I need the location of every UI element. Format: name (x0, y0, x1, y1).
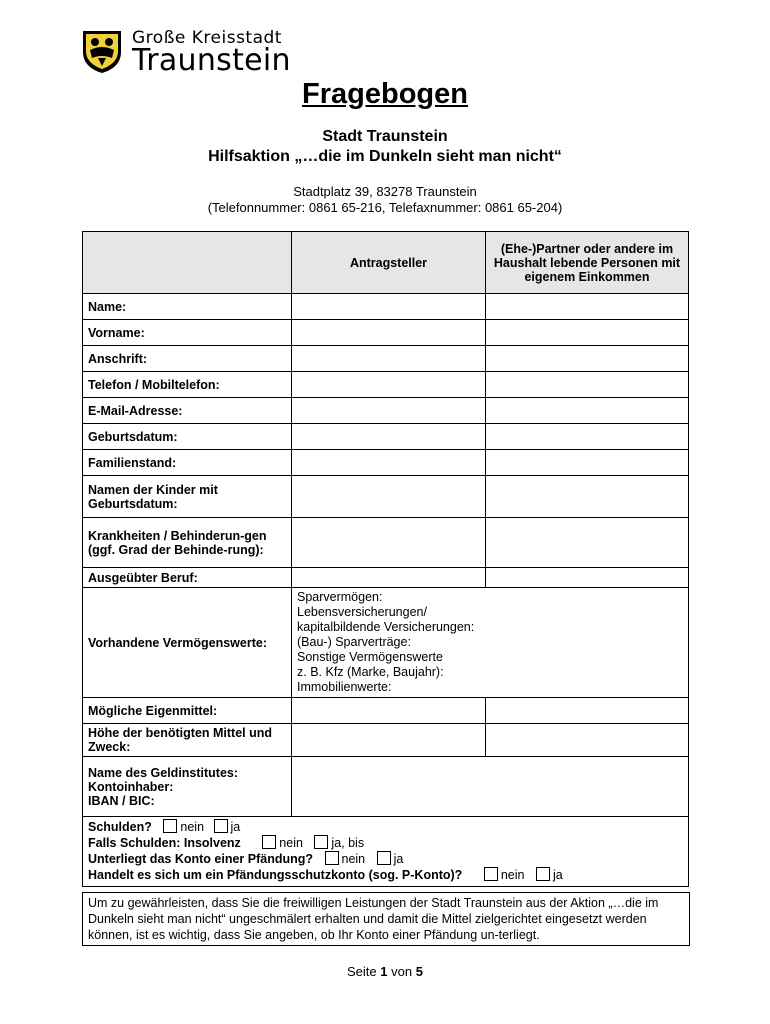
question-pkonto (88, 867, 683, 883)
question-pfaendung-label: Unterliegt das Konto einer Pfändung? (88, 852, 314, 866)
field-krankheiten-applicant[interactable] (292, 518, 486, 568)
page-total: 5 (415, 964, 423, 979)
field-kinder-partner[interactable] (486, 476, 689, 518)
page-current: 1 (380, 964, 388, 979)
checkbox-insolvenz-ja[interactable] (314, 835, 328, 849)
asset-bausparvertraege: (Bau-) Sparverträge: (297, 635, 411, 649)
logo-subtitle: Große Kreisstadt (132, 28, 282, 48)
field-eigenmittel-partner[interactable] (486, 698, 689, 724)
checkbox-pkonto-nein[interactable] (484, 867, 498, 881)
field-hoehe-partner[interactable] (486, 724, 689, 757)
asset-sonstige: Sonstige Vermögenswerte (297, 650, 443, 664)
label-anschrift: Anschrift: (83, 346, 292, 372)
checkbox-schulden-nein[interactable] (163, 819, 177, 833)
table-row (83, 757, 689, 817)
checkbox-pfaendung-nein[interactable] (325, 851, 339, 865)
field-email-applicant[interactable] (292, 398, 486, 424)
questionnaire-table (82, 231, 689, 887)
address-line: Stadtplatz 39, 83278 Traunstein (293, 184, 477, 199)
question-insolvenz-label: Falls Schulden: Insolvenz (88, 836, 241, 850)
field-name-partner[interactable] (486, 294, 689, 320)
table-row (83, 518, 689, 568)
option-nein: nein (279, 836, 303, 850)
logo-title: Traunstein (132, 43, 291, 78)
page-of: von (391, 964, 413, 979)
table-row (83, 398, 689, 424)
field-vermoegen[interactable] (292, 588, 689, 698)
table-header-row (83, 232, 689, 294)
table-row (83, 424, 689, 450)
label-kinder: Namen der Kinder mit Geburtsdatum: (83, 476, 292, 518)
option-ja: ja (393, 852, 404, 866)
city-crest-icon (80, 28, 124, 74)
question-pfaendung (88, 851, 683, 867)
contact-line: (Telefonnummer: 0861 65-216, Telefaxnummer: 0861 65-204) (207, 200, 563, 215)
option-ja: ja (552, 868, 563, 882)
checkbox-schulden-ja[interactable] (214, 819, 228, 833)
table-row (83, 294, 689, 320)
asset-kfz: z. B. Kfz (Marke, Baujahr): (297, 665, 444, 679)
field-familienstand-partner[interactable] (486, 450, 689, 476)
field-kinder-applicant[interactable] (292, 476, 486, 518)
label-email: E-Mail-Adresse: (83, 398, 292, 424)
asset-immobilien: Immobilienwerte: (297, 680, 392, 694)
notice-box: Um zu gewährleisten, dass Sie die freiwilligen Leistungen der Stadt Traunstein aus der Aktion „…die im Dunkeln sieht man nicht“ ungeschmälert erhalten und damit die Mittel zielgerichtet eingesetzt werden können, ist es wichtig, dass Sie angeben, ob Ihr Konto einer Pfändung un-terliegt. (82, 892, 690, 946)
field-hoehe-applicant[interactable] (292, 724, 486, 757)
field-email-partner[interactable] (486, 398, 689, 424)
option-nein: nein (341, 852, 366, 866)
asset-kapitalversicherungen: kapitalbildende Versicherungen: (297, 620, 475, 634)
subtitle-city: Stadt Traunstein (322, 128, 448, 145)
option-ja-bis: ja, bis (331, 836, 365, 850)
table-row (83, 698, 689, 724)
question-insolvenz (88, 835, 683, 851)
label-familienstand: Familienstand: (83, 450, 292, 476)
checkbox-pfaendung-ja[interactable] (377, 851, 391, 865)
label-beruf: Ausgeübter Beruf: (83, 568, 292, 588)
label-name: Name: (83, 294, 292, 320)
field-familienstand-applicant[interactable] (292, 450, 486, 476)
table-row (83, 724, 689, 757)
field-beruf-applicant[interactable] (292, 568, 486, 588)
option-ja: ja (230, 820, 241, 834)
field-beruf-partner[interactable] (486, 568, 689, 588)
city-logo (80, 28, 290, 76)
field-krankheiten-partner[interactable] (486, 518, 689, 568)
page-word: Seite (347, 964, 377, 979)
table-row (83, 450, 689, 476)
table-row (83, 568, 689, 588)
table-row (83, 346, 689, 372)
table-row-questions (83, 817, 689, 887)
label-hoehe: Höhe der benötigten Mittel und Zweck: (83, 724, 292, 757)
field-anschrift-applicant[interactable] (292, 346, 486, 372)
asset-lebensversicherungen: Lebensversicherungen/ (297, 605, 427, 619)
label-geldinstitut (83, 757, 292, 817)
field-name-applicant[interactable] (292, 294, 486, 320)
table-row (83, 372, 689, 398)
field-geburtsdatum-applicant[interactable] (292, 424, 486, 450)
table-row (83, 476, 689, 518)
field-telefon-partner[interactable] (486, 372, 689, 398)
label-geburtsdatum: Geburtsdatum: (83, 424, 292, 450)
question-pkonto-label: Handelt es sich um ein Pfändungsschutzkonto (sog. P-Konto)? (88, 868, 463, 882)
checkbox-insolvenz-nein[interactable] (262, 835, 276, 849)
option-nein: nein (500, 868, 525, 882)
label-vermoegen: Vorhandene Vermögenswerte: (83, 588, 292, 698)
header-partner: (Ehe-)Partner oder andere im Haushalt lebende Personen mit eigenem Einkommen (486, 232, 689, 294)
label-iban: IBAN / BIC: (88, 793, 155, 808)
checkbox-pkonto-ja[interactable] (536, 867, 550, 881)
field-vorname-partner[interactable] (486, 320, 689, 346)
label-eigenmittel: Mögliche Eigenmittel: (83, 698, 292, 724)
page-title: Fragebogen (302, 78, 468, 110)
field-vorname-applicant[interactable] (292, 320, 486, 346)
asset-sparvermoegen: Sparvermögen: (297, 590, 383, 604)
field-telefon-applicant[interactable] (292, 372, 486, 398)
question-schulden-label: Schulden? (88, 820, 152, 834)
field-eigenmittel-applicant[interactable] (292, 698, 486, 724)
page-number (0, 964, 770, 979)
field-anschrift-partner[interactable] (486, 346, 689, 372)
label-vorname: Vorname: (83, 320, 292, 346)
label-kontoinhaber: Kontoinhaber: (88, 779, 174, 794)
header-applicant: Antragsteller (292, 232, 486, 294)
label-krankheiten: Krankheiten / Behinderun-gen (ggf. Grad der Behinde-rung): (83, 518, 292, 568)
question-schulden (88, 819, 683, 835)
questions-cell (83, 817, 689, 887)
header-empty-cell (83, 232, 292, 294)
option-nein: nein (180, 820, 205, 834)
field-geldinstitut[interactable] (292, 757, 689, 817)
table-row (83, 588, 689, 698)
field-geburtsdatum-partner[interactable] (486, 424, 689, 450)
table-row (83, 320, 689, 346)
label-telefon: Telefon / Mobiltelefon: (83, 372, 292, 398)
label-geldinstitut-name: Name des Geldinstitutes: (88, 765, 239, 780)
subtitle-campaign: Hilfsaktion „…die im Dunkeln sieht man nicht“ (208, 148, 562, 165)
